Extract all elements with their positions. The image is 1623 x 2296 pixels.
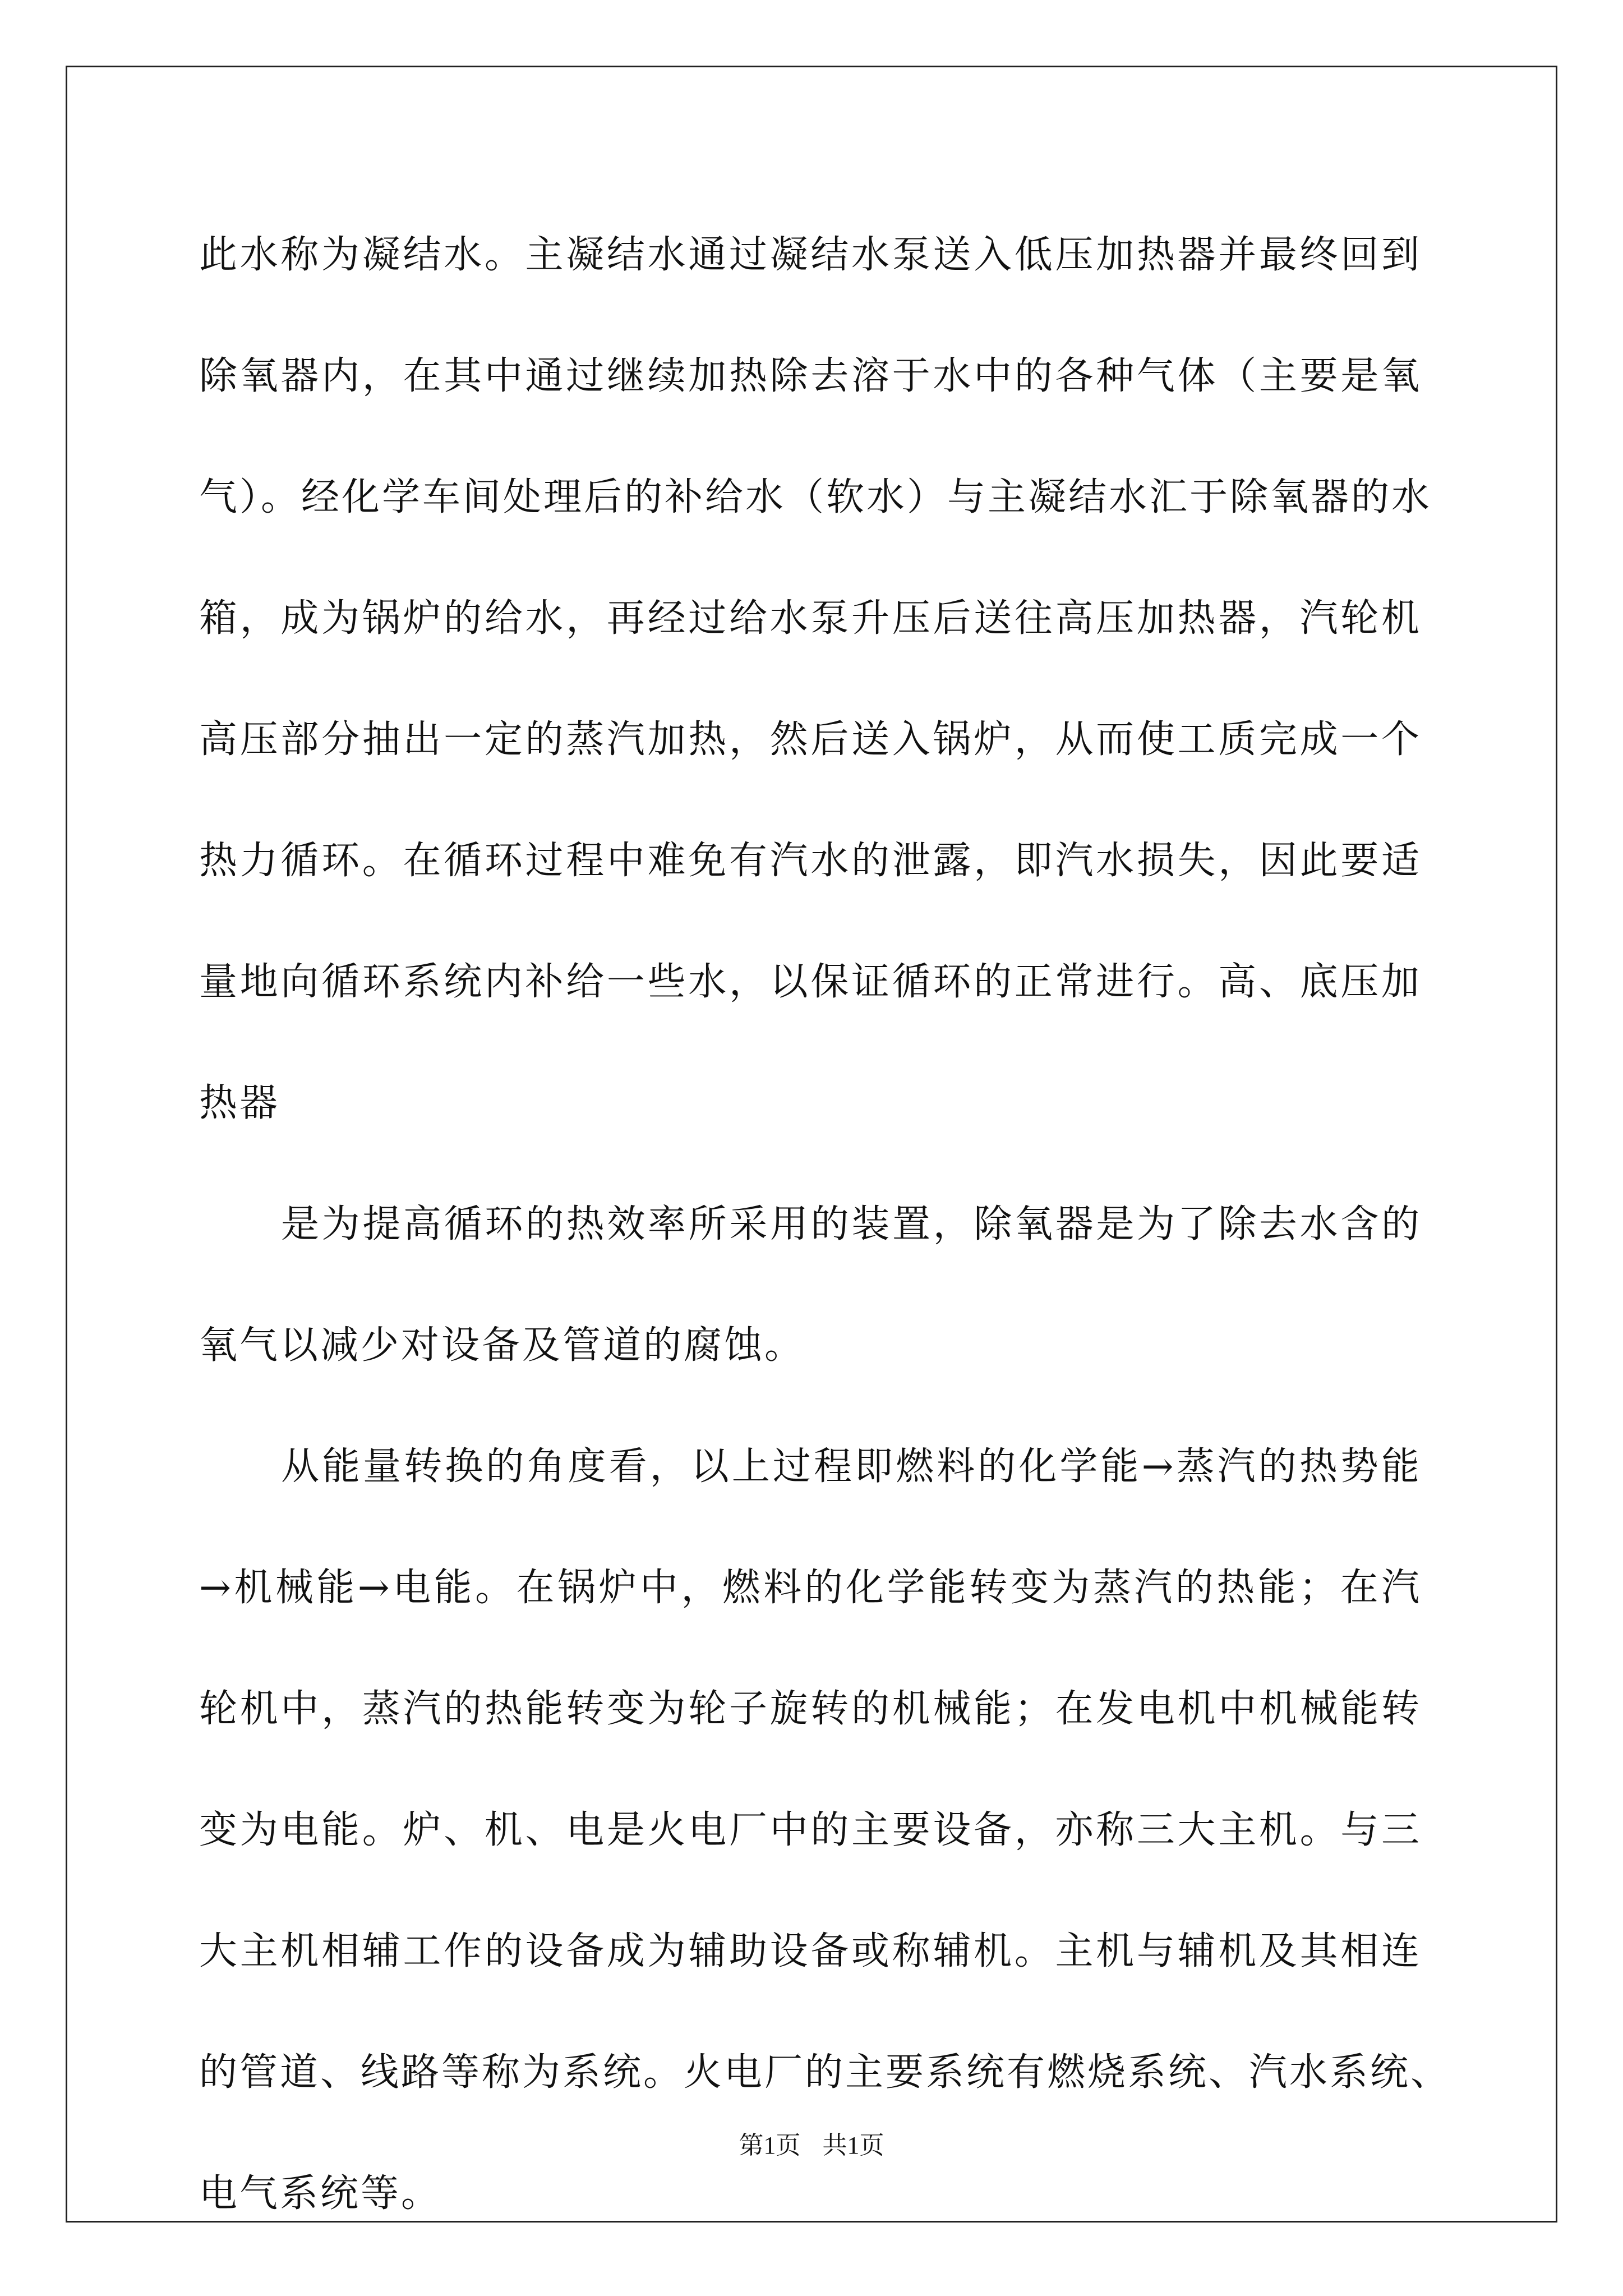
text-line: 变为电能。炉、机、电是火电厂中的主要设备，亦称三大主机。与三: [199, 1808, 1422, 1852]
text-line: →机械能→电能。在锅炉中，燃料的化学能转变为蒸汽的热能；在汽: [199, 1566, 1422, 1610]
text-line: 的管道、线路等称为系统。火电厂的主要系统有燃烧系统、汽水系统、: [199, 2050, 1451, 2095]
text-line: 是为提高循环的热效率所采用的装置，除氧器是为了除去水含的: [281, 1202, 1422, 1246]
text-line: 量地向循环系统内补给一些水，以保证循环的正常进行。高、底压加: [199, 960, 1422, 1004]
page-footer: [0, 2125, 1623, 2161]
text-line: 气）。经化学车间处理后的补给水（软水）与主凝结水汇于除氧器的水: [199, 475, 1432, 519]
text-line: 除氧器内，在其中通过继续加热除去溶于水中的各种气体（主要是氧: [199, 354, 1422, 398]
text-line: 热器: [199, 1081, 280, 1125]
text-line: 氧气以减少对设备及管道的腐蚀。: [199, 1323, 805, 1368]
text-line: 从能量转换的角度看，以上过程即燃料的化学能→蒸汽的热势能: [281, 1444, 1422, 1489]
text-line: 电气系统等。: [199, 2171, 442, 2216]
text-line: 此水称为凝结水。主凝结水通过凝结水泵送入低压加热器并最终回到: [199, 233, 1422, 277]
text-line: 高压部分抽出一定的蒸汽加热，然后送入锅炉，从而使工质完成一个: [199, 717, 1422, 762]
text-line: 大主机相辅工作的设备成为辅助设备或称辅机。主机与辅机及其相连: [199, 1929, 1422, 1973]
document-body: [199, 216, 1451, 2276]
text-line: 热力循环。在循环过程中难免有汽水的泄露，即汽水损失，因此要适: [199, 839, 1422, 883]
page-number: 第1页: [739, 2132, 801, 2159]
text-line: 轮机中，蒸汽的热能转变为轮子旋转的机械能；在发电机中机械能转: [199, 1687, 1422, 1731]
text-line: 箱，成为锅炉的给水，再经过给水泵升压后送往高压加热器，汽轮机: [199, 596, 1422, 641]
page-total: 共1页: [822, 2132, 884, 2159]
